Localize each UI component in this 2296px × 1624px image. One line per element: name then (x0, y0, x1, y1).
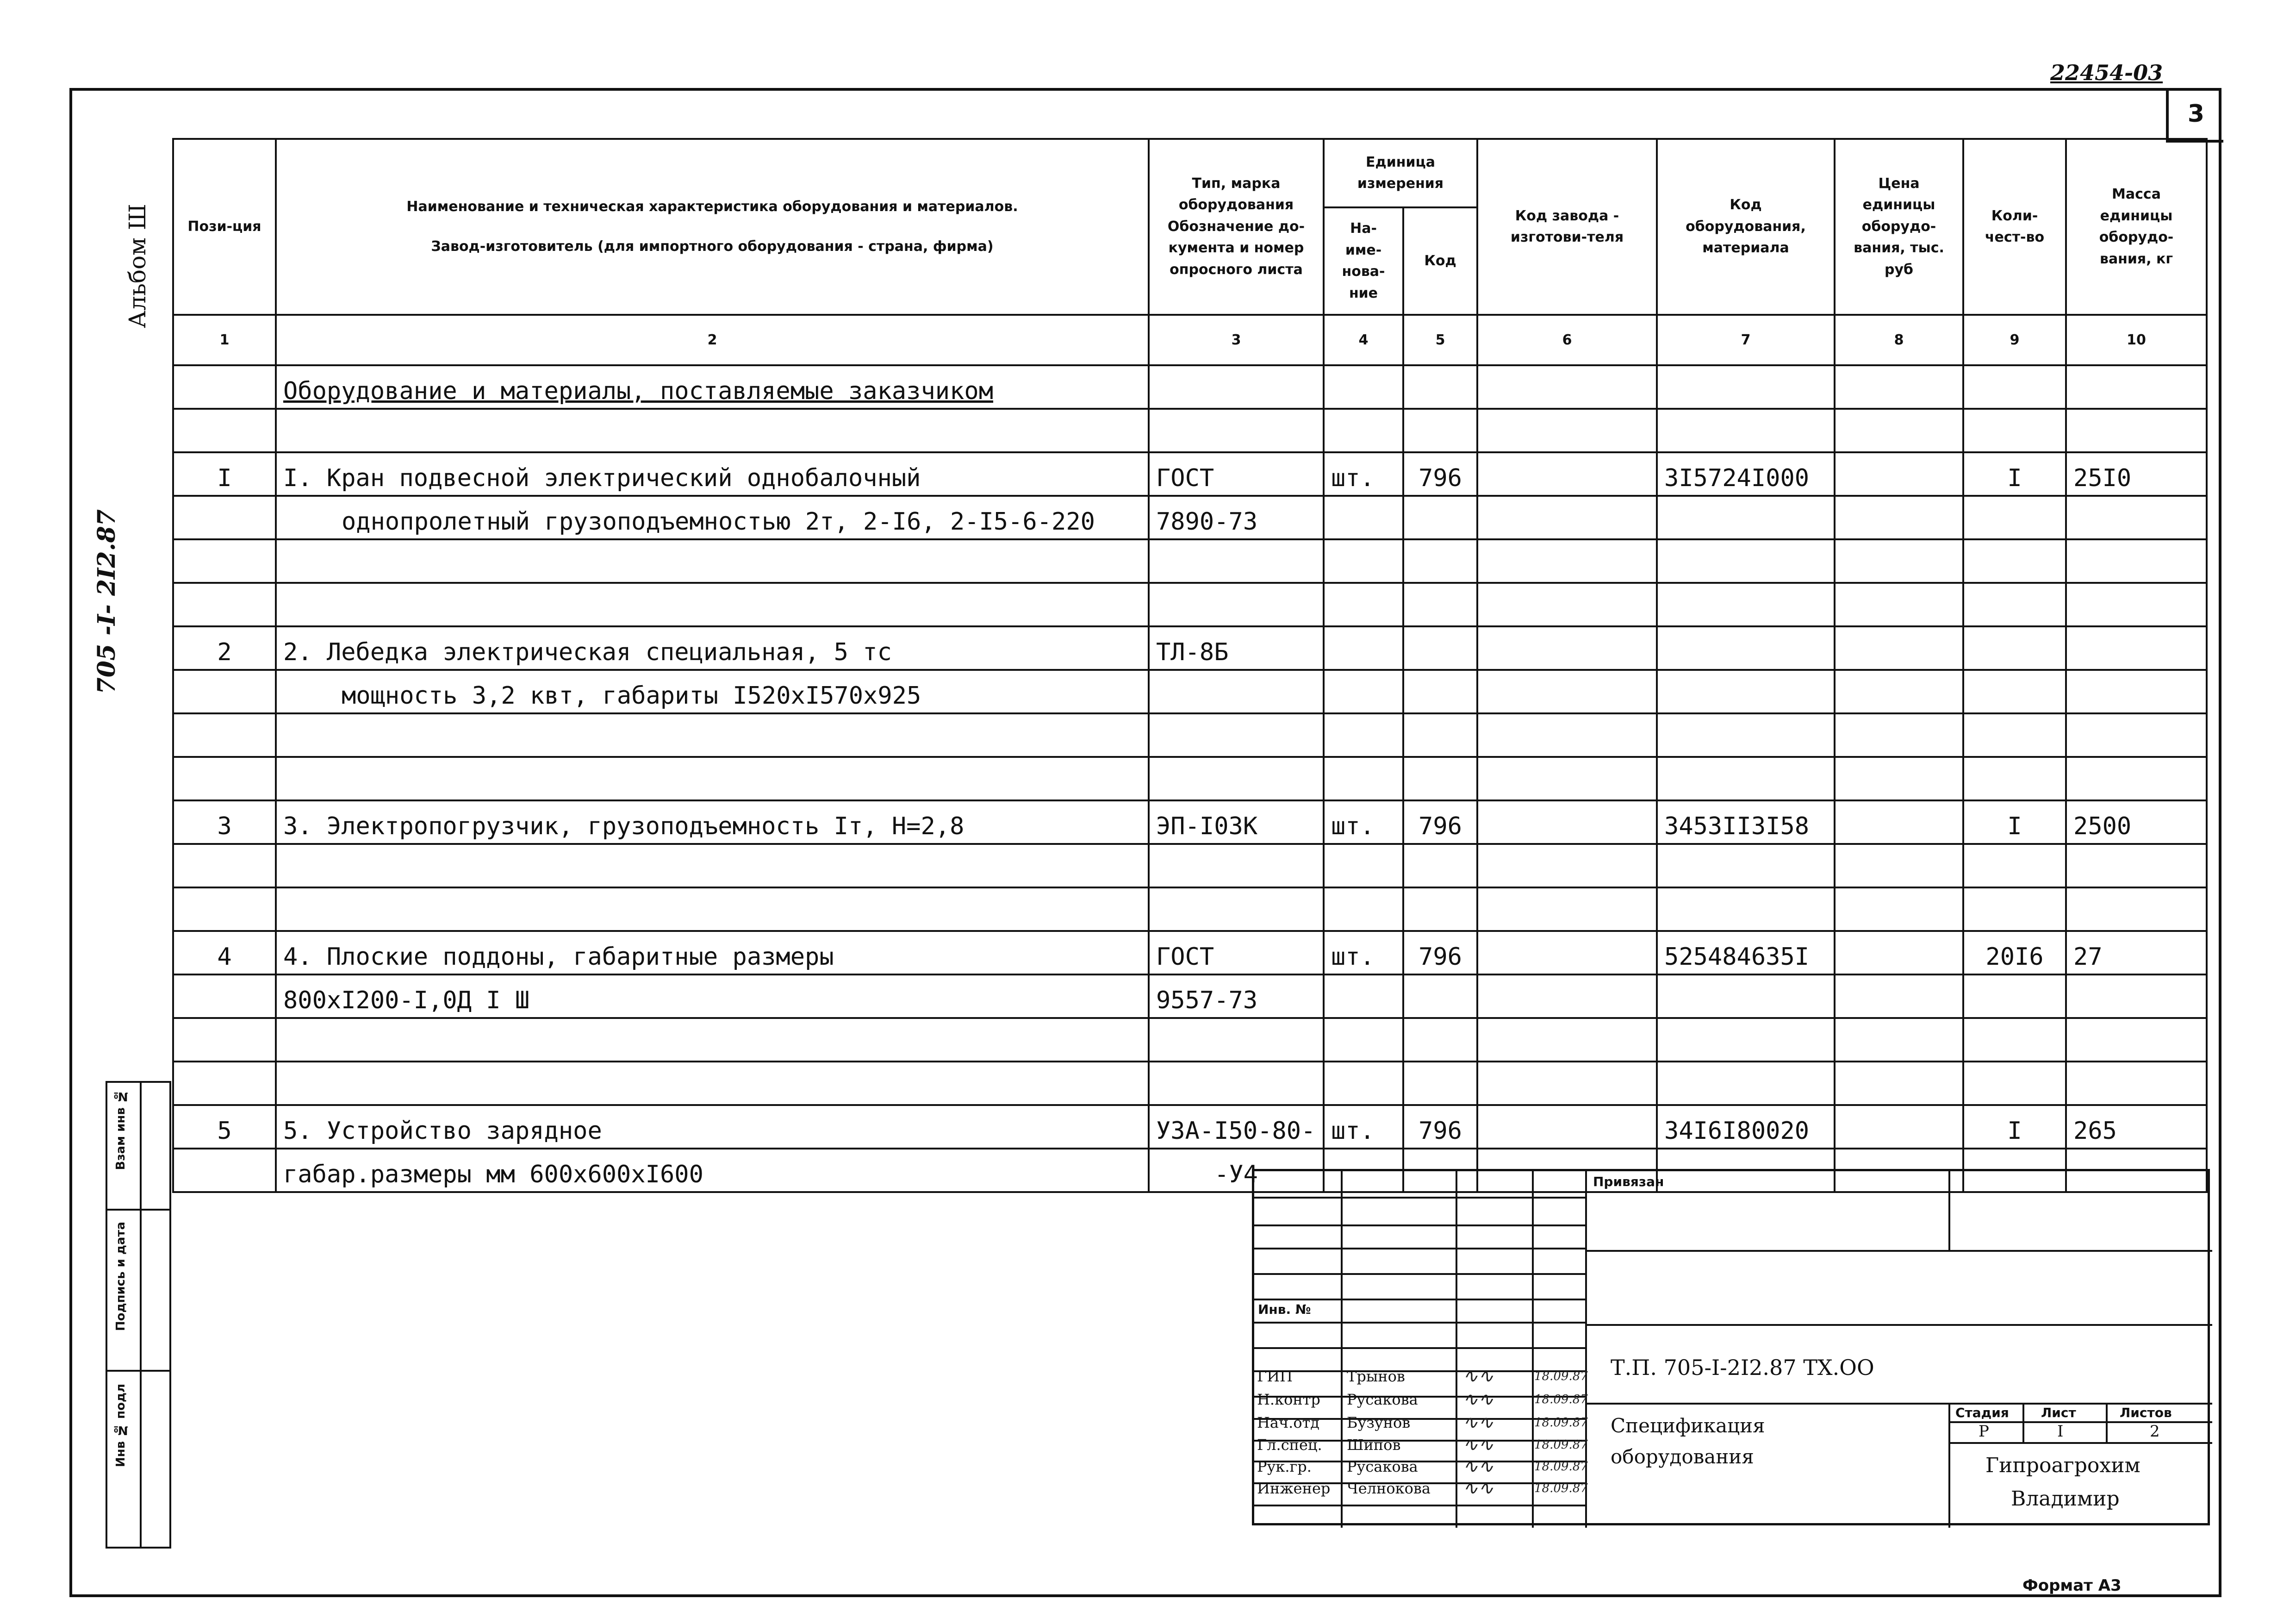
item-type: УЗА-I50-80- (1149, 1105, 1324, 1149)
empty-cell (1835, 1105, 1963, 1149)
item-position: 5 (173, 1105, 276, 1149)
empty-cell (276, 583, 1149, 626)
column-number: 4 (1324, 315, 1403, 365)
column-number: 3 (1149, 315, 1324, 365)
empty-cell (1477, 670, 1657, 713)
empty-cell (1835, 1062, 1963, 1105)
empty-cell (1324, 757, 1403, 800)
empty-cell (276, 757, 1149, 800)
empty-cell (1835, 539, 1963, 583)
empty-cell (1963, 670, 2066, 713)
signature-icon: ∿∿ (1462, 1456, 1494, 1477)
item-code (1657, 626, 1835, 670)
side-code: 705 -I- 2I2.87 (93, 509, 121, 694)
header-mass: Масса единицы оборудо-вания, кг (2066, 139, 2207, 315)
empty-cell (1477, 365, 1657, 409)
empty-cell (1835, 974, 1963, 1018)
empty-cell (1403, 670, 1477, 713)
empty-cell (1403, 583, 1477, 626)
item-name: I. Кран подвесной электрический однобалочный (276, 452, 1149, 496)
column-number: 6 (1477, 315, 1657, 365)
sheet-mark: 3 (2166, 88, 2223, 143)
empty-cell (1324, 713, 1403, 757)
empty-cell (1324, 409, 1403, 452)
staff-role: Нач.отд (1257, 1414, 1319, 1431)
section-title: Оборудование и материалы, поставляемые заказчиком (276, 365, 1149, 409)
column-number: 2 (276, 315, 1149, 365)
empty-cell (1149, 583, 1324, 626)
empty-cell (2066, 583, 2207, 626)
item-unit (1324, 626, 1403, 670)
item-unit: шт. (1324, 452, 1403, 496)
empty-cell (1963, 713, 2066, 757)
empty-cell (1403, 1018, 1477, 1062)
sheet-label: Лист (2041, 1405, 2076, 1420)
specification-table (172, 138, 2208, 1193)
empty-cell (173, 409, 276, 452)
empty-cell (1477, 974, 1657, 1018)
header-price: Цена единицы оборудо-вания, тыс. руб (1835, 139, 1963, 315)
item-mass: 265 (2066, 1105, 2207, 1149)
item-quantity: I (1963, 452, 2066, 496)
empty-cell (1963, 844, 2066, 887)
sign-date: 18.09.87 (1534, 1393, 1588, 1406)
header-position: Пози-ция (173, 139, 276, 315)
document-title-line1: Спецификация (1611, 1414, 1765, 1437)
sign-date: 18.09.87 (1534, 1481, 1588, 1495)
table-row (173, 974, 2207, 1018)
empty-cell (276, 409, 1149, 452)
empty-cell (1477, 1018, 1657, 1062)
header-name-line2: Завод-изготовитель (для импортного оборудования - страна, фирма) (431, 238, 994, 255)
empty-cell (1403, 713, 1477, 757)
header-type: Тип, марка оборудования Обозначение до-кумента и номер опросного листа (1149, 139, 1324, 315)
empty-cell (1477, 757, 1657, 800)
empty-cell (173, 713, 276, 757)
staff-name: Трынов (1347, 1368, 1405, 1385)
item-unit-code: 796 (1403, 1105, 1477, 1149)
empty-cell (173, 1149, 276, 1192)
empty-cell (1403, 844, 1477, 887)
staff-name: Русакова (1347, 1458, 1418, 1475)
empty-cell (1835, 887, 1963, 931)
empty-cell (1149, 409, 1324, 452)
empty-cell (1477, 496, 1657, 539)
signature-icon: ∿∿ (1462, 1478, 1494, 1499)
table-row (173, 409, 2207, 452)
item-type: ГОСТ (1149, 452, 1324, 496)
empty-cell (1963, 974, 2066, 1018)
empty-cell (1477, 887, 1657, 931)
empty-cell (1324, 844, 1403, 887)
item-name: 3. Электропогрузчик, грузоподъемность Iт, Н=2,8 (276, 800, 1149, 844)
empty-cell (1324, 583, 1403, 626)
item-quantity (1963, 626, 2066, 670)
empty-cell (1657, 409, 1835, 452)
organization-city: Владимир (2011, 1487, 2120, 1511)
item-type-continued: -У4 (1149, 1149, 1324, 1192)
staff-name: Русакова (1347, 1391, 1418, 1408)
empty-cell (2066, 496, 2207, 539)
item-name-continued: габар.размеры мм 600x600xI600 (276, 1149, 1149, 1192)
item-unit-code: 796 (1403, 931, 1477, 974)
table-row (173, 452, 2207, 496)
item-unit-code (1403, 626, 1477, 670)
item-name-continued: мощность 3,2 квт, габариты I520xI570x925 (276, 670, 1149, 713)
empty-cell (1403, 757, 1477, 800)
empty-cell (1324, 1062, 1403, 1105)
album-label: Альбом Ш (124, 204, 151, 328)
table-row (173, 757, 2207, 800)
item-mass: 2500 (2066, 800, 2207, 844)
title-block (1252, 1169, 2210, 1525)
table-row (173, 844, 2207, 887)
sheets-value: 2 (2150, 1422, 2160, 1441)
empty-cell (1657, 974, 1835, 1018)
item-type-continued (1149, 670, 1324, 713)
item-position: I (173, 452, 276, 496)
item-name-continued: 800xI200-I,0Д I Ш (276, 974, 1149, 1018)
item-code: 525484635I (1657, 931, 1835, 974)
signature-icon: ∿∿ (1462, 1389, 1494, 1410)
table-row (173, 670, 2207, 713)
empty-cell (1477, 452, 1657, 496)
empty-cell (1657, 1018, 1835, 1062)
staff-role: ГИП (1257, 1368, 1293, 1385)
item-unit: шт. (1324, 1105, 1403, 1149)
empty-cell (1324, 974, 1403, 1018)
staff-name: Шипов (1347, 1436, 1401, 1454)
empty-cell (1963, 496, 2066, 539)
empty-cell (1657, 583, 1835, 626)
empty-cell (1477, 800, 1657, 844)
empty-cell (173, 757, 276, 800)
item-name: 4. Плоские поддоны, габаритные размеры (276, 931, 1149, 974)
document-number: 22454-03 (2050, 60, 2163, 85)
staff-role: Инженер (1257, 1480, 1331, 1497)
empty-cell (2066, 409, 2207, 452)
signature-icon: ∿∿ (1462, 1412, 1494, 1433)
empty-cell (1477, 583, 1657, 626)
empty-cell (1403, 887, 1477, 931)
signature-icon: ∿∿ (1462, 1366, 1494, 1387)
designation: Т.П. 705-I-2I2.87 ТХ.ОО (1611, 1355, 1874, 1380)
empty-cell (1963, 409, 2066, 452)
empty-cell (1403, 974, 1477, 1018)
signature-icon: ∿∿ (1462, 1434, 1494, 1455)
table-row (173, 496, 2207, 539)
empty-cell (276, 539, 1149, 583)
item-mass: 25I0 (2066, 452, 2207, 496)
empty-cell (1149, 1062, 1324, 1105)
sign-date: 18.09.87 (1534, 1369, 1588, 1383)
inventory-label: Инв. № (1258, 1302, 1311, 1317)
header-factory-code: Код завода - изготови-теля (1477, 139, 1657, 315)
empty-cell (1149, 713, 1324, 757)
item-quantity: I (1963, 1105, 2066, 1149)
header-equipment-code: Код оборудования, материала (1657, 139, 1835, 315)
empty-cell (1477, 1105, 1657, 1149)
empty-cell (1835, 626, 1963, 670)
staff-name: Бузунов (1347, 1414, 1411, 1431)
table-row (173, 1062, 2207, 1105)
empty-cell (1657, 539, 1835, 583)
empty-cell (2066, 887, 2207, 931)
sign-date: 18.09.87 (1534, 1438, 1588, 1452)
item-quantity: 20I6 (1963, 931, 2066, 974)
item-type: ЭП-I03К (1149, 800, 1324, 844)
table-row (173, 583, 2207, 626)
empty-cell (1149, 1018, 1324, 1062)
sheet-value: I (2057, 1422, 2064, 1441)
empty-cell (1477, 931, 1657, 974)
sheets-label: Листов (2120, 1405, 2172, 1420)
empty-cell (2066, 365, 2207, 409)
replacement-inventory-label: Взам инв № (114, 1089, 128, 1170)
empty-cell (1657, 496, 1835, 539)
empty-cell (1477, 626, 1657, 670)
empty-cell (173, 496, 276, 539)
empty-cell (173, 844, 276, 887)
empty-cell (2066, 539, 2207, 583)
column-number: 5 (1403, 315, 1477, 365)
table-row (173, 365, 2207, 409)
empty-cell (173, 539, 276, 583)
empty-cell (1835, 583, 1963, 626)
empty-cell (1657, 365, 1835, 409)
empty-cell (1835, 800, 1963, 844)
empty-cell (1149, 844, 1324, 887)
item-name: 2. Лебедка электрическая специальная, 5 тс (276, 626, 1149, 670)
empty-cell (1657, 670, 1835, 713)
empty-cell (173, 887, 276, 931)
empty-cell (276, 844, 1149, 887)
empty-cell (1835, 757, 1963, 800)
empty-cell (1963, 539, 2066, 583)
empty-cell (1657, 713, 1835, 757)
empty-cell (173, 974, 276, 1018)
empty-cell (1835, 365, 1963, 409)
empty-cell (1963, 1062, 2066, 1105)
empty-cell (173, 365, 276, 409)
empty-cell (1477, 409, 1657, 452)
item-type-continued: 7890-73 (1149, 496, 1324, 539)
item-unit: шт. (1324, 800, 1403, 844)
table-row (173, 713, 2207, 757)
empty-cell (1657, 1062, 1835, 1105)
table-row (173, 1018, 2207, 1062)
item-unit-code: 796 (1403, 800, 1477, 844)
header-unit: Единица измерения (1324, 139, 1477, 207)
empty-cell (1835, 1018, 1963, 1062)
table-row (173, 800, 2207, 844)
empty-cell (2066, 713, 2207, 757)
empty-cell (1477, 844, 1657, 887)
binding-label: Привязан (1593, 1174, 1664, 1189)
empty-cell (1149, 887, 1324, 931)
item-code: 34I6I80020 (1657, 1105, 1835, 1149)
empty-cell (1477, 713, 1657, 757)
approval-strip (106, 1081, 171, 1549)
empty-cell (276, 1062, 1149, 1105)
empty-cell (2066, 974, 2207, 1018)
staff-role: Рук.гр. (1257, 1458, 1312, 1475)
original-inventory-label: Инв № подл (114, 1384, 128, 1468)
empty-cell (2066, 844, 2207, 887)
empty-cell (173, 670, 276, 713)
empty-cell (1963, 583, 2066, 626)
column-number-row (173, 315, 2207, 365)
empty-cell (1657, 887, 1835, 931)
empty-cell (1324, 887, 1403, 931)
header-name-line1: Наименование и техническая характеристика оборудования и материалов. (406, 198, 1018, 215)
item-name: 5. Устройство зарядное (276, 1105, 1149, 1149)
staff-name: Челнокова (1347, 1480, 1431, 1497)
empty-cell (1657, 757, 1835, 800)
empty-cell (2066, 1018, 2207, 1062)
organization-name: Гипроагрохим (1985, 1454, 2140, 1477)
item-code: 3I5724I000 (1657, 452, 1835, 496)
paper-format: Формат А3 (2022, 1576, 2122, 1595)
empty-cell (1963, 887, 2066, 931)
empty-cell (1403, 365, 1477, 409)
header-quantity: Коли-чест-во (1963, 139, 2066, 315)
item-name-continued: однопролетный грузоподъемностью 2т, 2-I6, 2-I5-6-220 (276, 496, 1149, 539)
empty-cell (1324, 496, 1403, 539)
table-row (173, 539, 2207, 583)
item-position: 2 (173, 626, 276, 670)
table-row (173, 1105, 2207, 1149)
empty-cell (1835, 844, 1963, 887)
item-type: ТЛ-8Б (1149, 626, 1324, 670)
empty-cell (1835, 670, 1963, 713)
empty-cell (1963, 757, 2066, 800)
empty-cell (1835, 496, 1963, 539)
empty-cell (1403, 539, 1477, 583)
table-row (173, 887, 2207, 931)
staff-role: Гл.спец. (1257, 1436, 1322, 1454)
empty-cell (1324, 365, 1403, 409)
empty-cell (1835, 931, 1963, 974)
empty-cell (2066, 757, 2207, 800)
empty-cell (1149, 757, 1324, 800)
item-position: 3 (173, 800, 276, 844)
column-number: 9 (1963, 315, 2066, 365)
stage-label: Стадия (1955, 1405, 2009, 1420)
empty-cell (1324, 539, 1403, 583)
item-code: 3453II3I58 (1657, 800, 1835, 844)
empty-cell (276, 713, 1149, 757)
column-number: 1 (173, 315, 276, 365)
item-quantity: I (1963, 800, 2066, 844)
empty-cell (1477, 539, 1657, 583)
header-name (276, 139, 1149, 315)
document-title-line2: оборудования (1611, 1445, 1754, 1468)
empty-cell (1403, 409, 1477, 452)
empty-cell (276, 887, 1149, 931)
empty-cell (173, 1018, 276, 1062)
item-type: ГОСТ (1149, 931, 1324, 974)
column-number: 8 (1835, 315, 1963, 365)
empty-cell (1657, 844, 1835, 887)
column-number: 7 (1657, 315, 1835, 365)
signature-date-label: Подпись и дата (114, 1222, 128, 1331)
empty-cell (1835, 409, 1963, 452)
empty-cell (1149, 539, 1324, 583)
empty-cell (1324, 670, 1403, 713)
item-type-continued: 9557-73 (1149, 974, 1324, 1018)
header-unit-code: Код (1403, 207, 1477, 315)
empty-cell (2066, 1062, 2207, 1105)
empty-cell (1963, 1018, 2066, 1062)
empty-cell (173, 583, 276, 626)
empty-cell (1403, 1062, 1477, 1105)
item-unit-code: 796 (1403, 452, 1477, 496)
empty-cell (1963, 365, 2066, 409)
empty-cell (1403, 496, 1477, 539)
table-body (173, 365, 2207, 1192)
sign-date: 18.09.87 (1534, 1460, 1588, 1474)
sign-date: 18.09.87 (1534, 1416, 1588, 1430)
empty-cell (1324, 1018, 1403, 1062)
header-unit-name: На-име-нова-ние (1324, 207, 1403, 315)
empty-cell (173, 1062, 276, 1105)
item-mass (2066, 626, 2207, 670)
empty-cell (1149, 365, 1324, 409)
staff-role: Н.контр (1257, 1391, 1320, 1408)
empty-cell (1835, 452, 1963, 496)
empty-cell (2066, 670, 2207, 713)
empty-cell (1477, 1062, 1657, 1105)
item-position: 4 (173, 931, 276, 974)
item-unit: шт. (1324, 931, 1403, 974)
empty-cell (1835, 713, 1963, 757)
item-mass: 27 (2066, 931, 2207, 974)
stage-value: Р (1979, 1422, 1989, 1441)
empty-cell (276, 1018, 1149, 1062)
table-row (173, 626, 2207, 670)
column-number: 10 (2066, 315, 2207, 365)
table-row (173, 931, 2207, 974)
